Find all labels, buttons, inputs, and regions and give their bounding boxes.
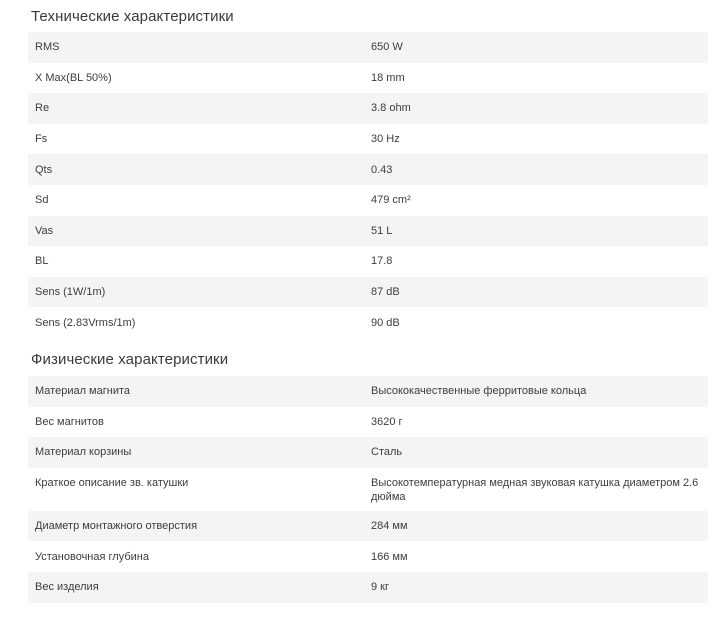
spec-value: 3.8 ohm <box>367 93 708 124</box>
spec-label: Vas <box>28 216 367 247</box>
spec-label: Материал корзины <box>28 437 367 468</box>
table-row <box>28 277 708 308</box>
physical-section-title: Физические характеристики <box>31 350 229 368</box>
technical-specs-table <box>28 32 708 338</box>
spec-value: 166 мм <box>367 541 708 572</box>
table-row <box>28 32 708 63</box>
table-row <box>28 246 708 277</box>
spec-label: Sens (2.83Vrms/1m) <box>28 307 367 338</box>
table-row <box>28 185 708 216</box>
table-row <box>28 407 708 438</box>
spec-value: 87 dB <box>367 277 708 308</box>
spec-label: Re <box>28 93 367 124</box>
spec-value: 3620 г <box>367 407 708 438</box>
table-row <box>28 572 708 603</box>
table-row <box>28 376 708 407</box>
spec-label: Материал магнита <box>28 376 367 407</box>
spec-label: Краткое описание зв. катушки <box>28 468 367 511</box>
technical-section-title: Технические характеристики <box>31 8 234 25</box>
spec-label: Sd <box>28 185 367 216</box>
spec-value: 51 L <box>367 216 708 247</box>
spec-label: X Max(BL 50%) <box>28 63 367 94</box>
spec-value: 284 мм <box>367 511 708 542</box>
table-row <box>28 216 708 247</box>
spec-label: Sens (1W/1m) <box>28 277 367 308</box>
table-row <box>28 437 708 468</box>
table-row <box>28 93 708 124</box>
spec-label: Диаметр монтажного отверстия <box>28 511 367 542</box>
spec-value: 18 mm <box>367 63 708 94</box>
spec-value: 9 кг <box>367 572 708 603</box>
spec-value: 30 Hz <box>367 124 708 155</box>
table-row <box>28 63 708 94</box>
spec-value: 0.43 <box>367 154 708 185</box>
spec-value: Высокотемпературная медная звуковая катушка диаметром 2.6 дюйма <box>367 468 708 511</box>
spec-value: 650 W <box>367 32 708 63</box>
spec-value: 479 cm² <box>367 185 708 216</box>
spec-value: Высококачественные ферритовые кольца <box>367 376 708 407</box>
spec-page <box>28 0 708 603</box>
spec-label: Вес магнитов <box>28 407 367 438</box>
spec-label: BL <box>28 246 367 277</box>
table-row <box>28 307 708 338</box>
physical-specs-table <box>28 376 708 603</box>
spec-value: 17.8 <box>367 246 708 277</box>
table-row <box>28 541 708 572</box>
spec-label: Qts <box>28 154 367 185</box>
table-row <box>28 154 708 185</box>
table-row <box>28 124 708 155</box>
spec-label: Установочная глубина <box>28 541 367 572</box>
spec-label: Вес изделия <box>28 572 367 603</box>
table-row <box>28 511 708 542</box>
spec-label: RMS <box>28 32 367 63</box>
table-row <box>28 468 708 511</box>
spec-label: Fs <box>28 124 367 155</box>
spec-value: Сталь <box>367 437 708 468</box>
spec-value: 90 dB <box>367 307 708 338</box>
